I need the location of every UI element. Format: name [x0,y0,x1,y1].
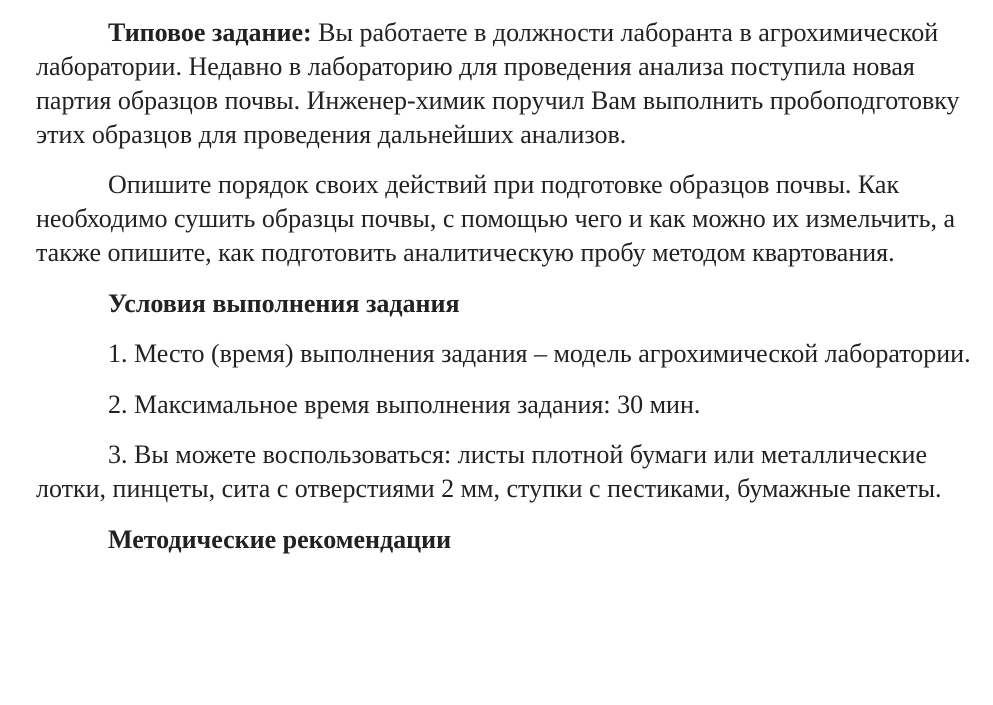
intro-paragraph [36,16,973,152]
condition-item-3: 3. Вы можете воспользоваться: листы плотной бумаги или металлические лотки, пинцеты, сита с отверстиями 2 мм, ступки с пестиками, бумажные пакеты. [36,440,942,503]
task-description: Опишите порядок своих действий при подготовке образцов почвы. Как необходимо сушить образцы почвы, с помощью чего и как можно их измельчить, а также опишите, как подготовить аналитическую пробу методом квартования. [36,170,956,267]
methods-heading: Методические рекомендации [108,525,452,554]
conditions-heading: Условия выполнения задания [108,289,460,318]
condition-item-2: 2. Максимальное время выполнения задания: 30 мин. [108,390,701,419]
intro-label: Типовое задание: [108,18,312,47]
intro-text: Вы работаете в должности лаборанта в агрохимической лаборатории. Недавно в лабораторию для проведения анализа поступила новая партия образцов почвы. Инженер-химик поручил Вам выполнить пробоподготовку этих образцов для проведения дальнейших анализов. [36,18,960,149]
condition-item-1: 1. Место (время) выполнения задания – модель агрохимической лаборатории. [108,339,971,368]
